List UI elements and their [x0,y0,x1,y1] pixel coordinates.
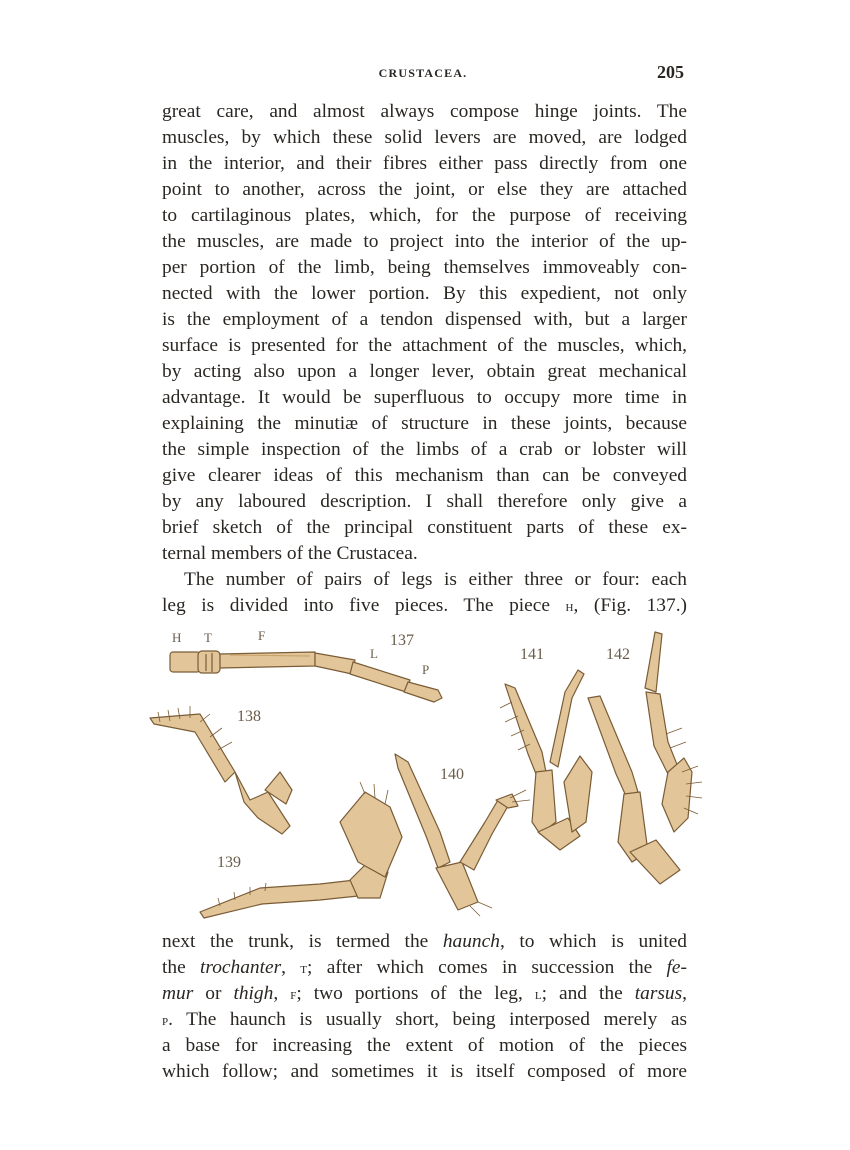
text-run: ; after which comes in succession the [307,957,667,978]
text-line [162,1007,687,1033]
paragraph-3 [162,929,687,1085]
text-line: muscles, by which these solid levers are moved, are lodged [162,127,687,148]
text-line: the simple inspection of the limbs of a crab or lobster will [162,439,687,460]
term-haunch: haunch [442,931,500,952]
text-run: , [281,957,301,978]
crustacea-leg-figures [140,622,710,922]
letter-ref-t: t [300,960,308,977]
label-l: L [370,646,378,661]
text-line [162,929,687,955]
text-run: ; two portions of the leg, [296,983,535,1004]
text-line [162,593,687,619]
text-line: to cartilaginous plates, which, for the purpose of receiving [162,205,687,226]
figure-number-138: 138 [237,708,261,725]
text-run: or [193,983,234,1004]
text-line: surface is presented for the attachment of the muscles, which, [162,335,687,356]
text-line: the muscles, are made to project into the interior of the up- [162,231,687,252]
text-line: The number of pairs of legs is either three or four: each [184,569,687,590]
figure-number-137: 137 [390,632,414,649]
text-line: give clearer ideas of this mechanism than can be conveyed [162,465,687,486]
text-run: , [682,983,688,1004]
text-line [162,955,687,981]
text-line: per portion of the limb, being themselves immoveably con- [162,257,687,278]
leg-137-drawing [170,651,442,702]
figure-number-141: 141 [520,646,544,663]
text-line: point to another, across the joint, or else they are attached [162,179,687,200]
letter-ref-l: l [534,986,542,1003]
text-line: great care, and almost always compose hinge joints. The [162,101,687,122]
text-line: ternal members of the Crustacea. [162,543,418,564]
label-p: P [422,662,430,677]
text-line [162,981,687,1007]
term-femur-end: mur [162,983,194,1004]
text-run: the [162,957,200,978]
term-femur-part: fe- [666,957,687,978]
text-run: , (Fig. 137.) [573,595,688,616]
text-run: . The haunch is usually short, being interposed merely as [168,1009,687,1030]
text-line: a base for increasing the extent of motion of the pieces [162,1035,687,1056]
text-line: by any laboured description. I shall therefore only give a [162,491,687,512]
letter-ref-f: f [290,986,297,1003]
letter-ref-h: h [565,598,574,615]
text-line: which follow; and sometimes it is itself composed of more [162,1061,687,1082]
text-run: , [273,983,291,1004]
page-number: 205 [657,62,684,82]
leg-138-drawing [150,706,292,834]
leg-139-drawing [200,782,402,918]
figure-number-139: 139 [217,854,241,871]
term-thigh: thigh [233,983,274,1004]
text-line: is the employment of a tendon dispensed with, but a larger [162,309,687,330]
text-run: next the trunk, is termed the [162,931,443,952]
text-line: advantage. It would be superfluous to occupy more time in [162,387,687,408]
text-run: , to which is united [499,931,688,952]
text-line: in the interior, and their fibres either pass directly from one [162,153,687,174]
term-tarsus: tarsus [634,983,683,1004]
leg-141-drawing [500,670,592,850]
text-run: leg is divided into five pieces. The piece [162,595,566,616]
term-trochanter: trochanter [199,957,282,978]
text-line: brief sketch of the principal constituent parts of these ex- [162,517,687,538]
text-line: by acting also upon a longer lever, obtain great mechanical [162,361,687,382]
text-run: ; and the [541,983,635,1004]
text-line: explaining the minutiæ of structure in these joints, because [162,413,687,434]
label-f: F [258,628,266,643]
figure-number-140: 140 [440,766,464,783]
paragraph-1 [162,99,687,567]
paragraph-2 [162,567,687,619]
figure-number-142: 142 [606,646,630,663]
letter-ref-p: p [162,1012,169,1029]
leg-142-drawing [588,632,702,884]
page-header [162,62,684,84]
label-h: H [172,630,182,645]
running-title: CRUSTACEA. [378,66,468,80]
text-line: nected with the lower portion. By this expedient, not only [162,283,687,304]
label-t: T [204,630,212,645]
